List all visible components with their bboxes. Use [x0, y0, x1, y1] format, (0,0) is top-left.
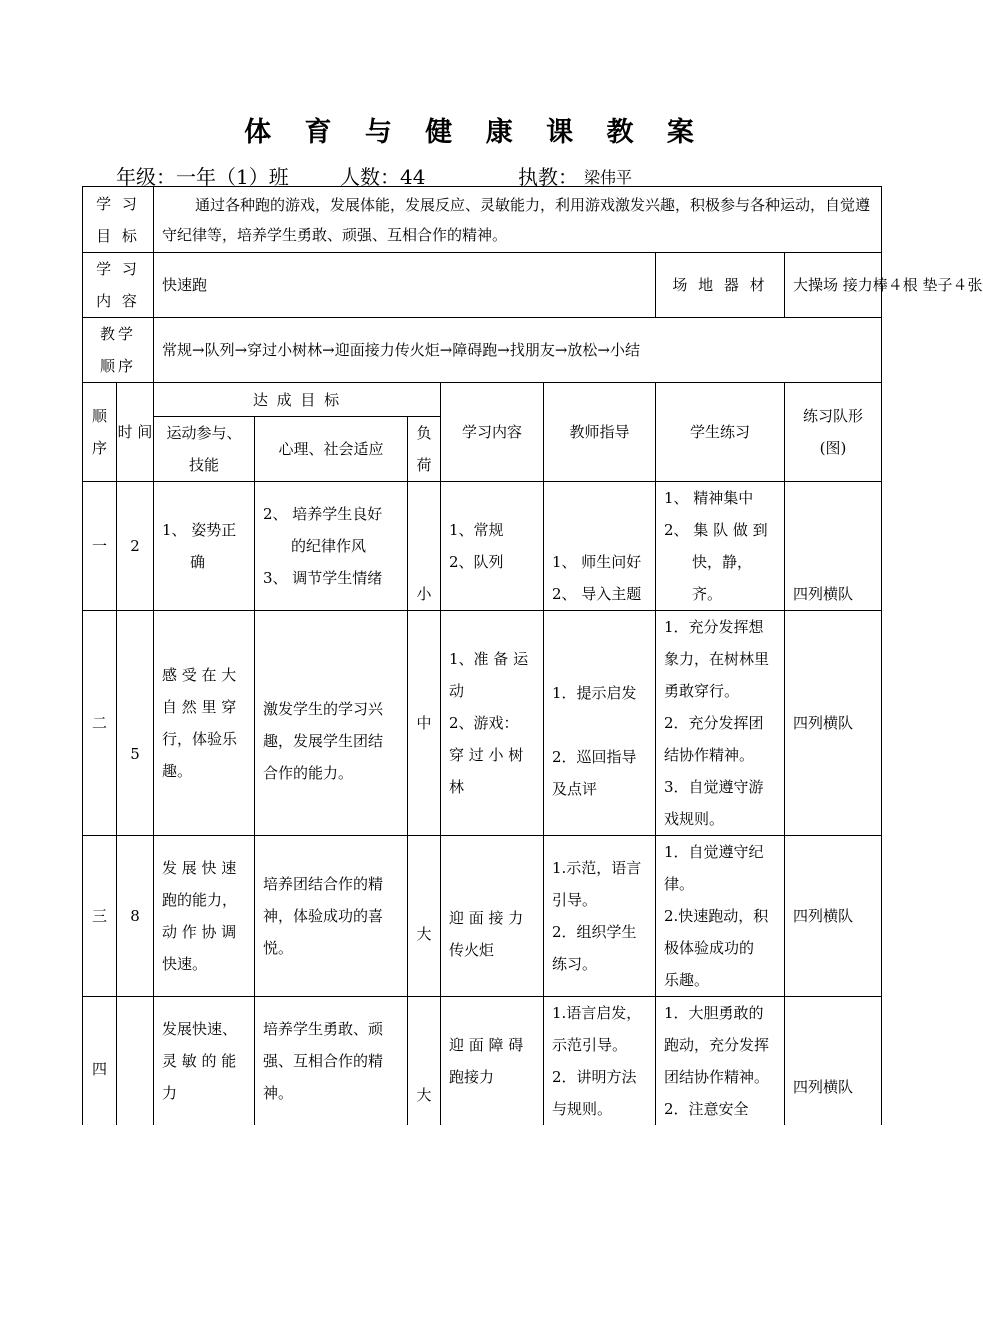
row-student: 1、 精神集中 2、 集 队 做 到 快，静，齐。 — [656, 482, 785, 611]
row-social: 培养学生勇敢、顽 强、互相合作的精 神。 — [255, 997, 408, 1126]
row-content: 1、常规 2、队列 — [441, 482, 544, 611]
col-social: 心理、社会适应 — [255, 417, 408, 482]
row-social: 激发学生的学习兴 趣，发展学生团结 合作的能力。 — [255, 611, 408, 836]
row-student: 1．大胆勇敢的 跑动，充分发挥 团结协作精神。 2．注意安全 — [656, 997, 785, 1126]
col-order: 顺 序 — [83, 383, 117, 482]
row-order: 四 — [83, 997, 117, 1126]
row-formation: 四列横队 — [785, 997, 882, 1126]
col-time: 时 间 — [117, 383, 154, 482]
row-skill: 感 受 在 大 自 然 里 穿 行，体验乐 趣。 — [154, 611, 255, 836]
row-order: 三 — [83, 836, 117, 997]
row-time: 5 — [117, 611, 154, 836]
row-skill: 1、 姿势正 确 — [154, 482, 255, 611]
col-student: 学生练习 — [656, 383, 785, 482]
row-time — [117, 997, 154, 1126]
goal-label: 学 习 目 标 — [83, 187, 154, 253]
venue-text: 大操场 接力棒４根 垫子４张 — [785, 253, 882, 318]
row-skill: 发展快速、 灵 敏 的 能 力 — [154, 997, 255, 1126]
content-label: 学 习 内 容 — [83, 253, 154, 318]
row-load: 中 — [408, 611, 441, 836]
header-row-1 — [83, 383, 882, 417]
row-formation: 四列横队 — [785, 836, 882, 997]
row-time: 2 — [117, 482, 154, 611]
table-row — [83, 997, 882, 1126]
row-student: 1．充分发挥想 象力，在树林里 勇敢穿行。 2．充分发挥团 结协作精神。 3．自觉遵守游 戏规则。 — [656, 611, 785, 836]
goal-row — [83, 187, 882, 253]
table-row — [83, 482, 882, 611]
content-text: 快速跑 — [154, 253, 656, 318]
grade-info: 年级：一年（1）班 — [116, 165, 289, 189]
row-social: 培养团结合作的精 神，体验成功的喜 悦。 — [255, 836, 408, 997]
col-formation: 练习队形(图) — [785, 383, 882, 482]
row-load: 大 — [408, 997, 441, 1126]
row-order: 二 — [83, 611, 117, 836]
row-load: 大 — [408, 836, 441, 997]
lesson-plan-table — [82, 186, 983, 1125]
sequence-label: 教学 顺序 — [83, 318, 154, 383]
row-formation: 四列横队 — [785, 611, 882, 836]
table-row — [83, 611, 882, 836]
teacher-label: 执教： — [518, 165, 578, 189]
teacher-name: 梁伟平 — [584, 168, 633, 187]
row-skill: 发 展 快 速 跑的能力， 动 作 协 调 快速。 — [154, 836, 255, 997]
row-content: 1、准 备 运 动 2、游戏： 穿 过 小 树 林 — [441, 611, 544, 836]
content-row — [83, 253, 882, 318]
row-content: 迎 面 接 力 传火炬 — [441, 836, 544, 997]
sequence-text: 常规→队列→穿过小树林→迎面接力传火炬→障碍跑→找朋友→放松→小结 — [154, 318, 882, 383]
col-teacher: 教师指导 — [544, 383, 656, 482]
col-content: 学习内容 — [441, 383, 544, 482]
venue-label: 场 地 器 材 — [656, 253, 785, 318]
row-teacher: 1.示范，语言 引导。 2．组织学生 练习。 — [544, 836, 656, 997]
row-student: 1．自觉遵守纪 律。 2.快速跑动，积 极体验成功的 乐趣。 — [656, 836, 785, 997]
row-time: 8 — [117, 836, 154, 997]
goal-text: 通过各种跑的游戏，发展体能，发展反应、灵敏能力，利用游戏激发兴趣，积极参与各种运动，自觉遵守纪律等，培养学生勇敢、顽强、互相合作的精神。 — [162, 195, 871, 244]
col-skill: 运动参与、技能 — [154, 417, 255, 482]
col-goals-group: 达 成 目 标 — [154, 383, 441, 417]
row-teacher: 1.语言启发， 示范引导。 2．讲明方法 与规则。 — [544, 997, 656, 1126]
col-load: 负 荷 — [408, 417, 441, 482]
row-load: 小 — [408, 482, 441, 611]
row-teacher: 1、 师生问好 2、 导入主题 — [544, 482, 656, 611]
student-count: 人数：44 — [340, 165, 426, 189]
row-formation: 四列横队 — [785, 482, 882, 611]
sequence-row — [83, 318, 882, 383]
row-content: 迎 面 障 碍 跑接力 — [441, 997, 544, 1126]
table-row — [83, 836, 882, 997]
row-order: 一 — [83, 482, 117, 611]
row-social: 2、 培养学生良好 的纪律作风 3、 调节学生情绪 — [255, 482, 408, 611]
page-title: 体 育 与 健 康 课 教 案 — [244, 117, 706, 148]
row-teacher: 1．提示启发 2．巡回指导 及点评 — [544, 611, 656, 836]
